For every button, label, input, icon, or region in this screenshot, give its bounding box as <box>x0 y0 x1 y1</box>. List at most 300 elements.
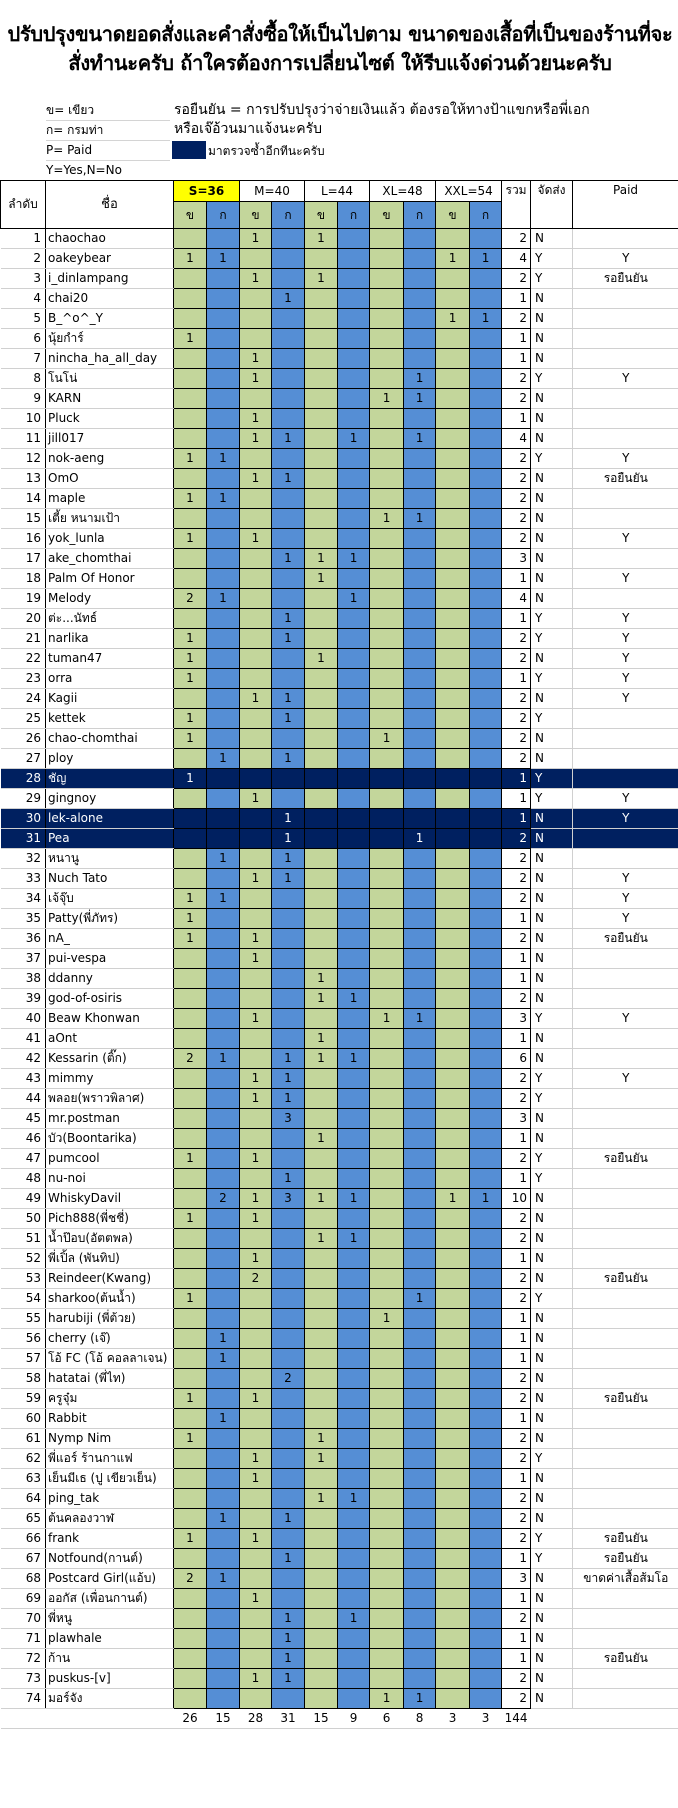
qty-cell <box>436 369 470 389</box>
qty-cell <box>370 369 404 389</box>
qty-cell <box>436 329 470 349</box>
row-total: 1 <box>502 1629 531 1649</box>
qty-cell <box>207 729 240 749</box>
qty-cell <box>404 769 436 789</box>
qty-cell <box>305 929 338 949</box>
table-row <box>1 509 678 529</box>
row-ship: N <box>531 1689 573 1709</box>
row-paid: Y <box>573 449 678 469</box>
qty-cell <box>470 1249 502 1269</box>
qty-cell <box>338 509 370 529</box>
header-total: รวม <box>502 181 531 229</box>
row-total: 1 <box>502 349 531 369</box>
row-name: พี่เปิ้ล (พันทิป) <box>46 1249 174 1269</box>
qty-cell <box>436 689 470 709</box>
row-no: 50 <box>1 1209 46 1229</box>
row-ship: Y <box>531 1009 573 1029</box>
qty-cell <box>305 369 338 389</box>
row-total: 1 <box>502 329 531 349</box>
table-row <box>1 1309 678 1329</box>
row-total: 1 <box>502 789 531 809</box>
row-no: 59 <box>1 1389 46 1409</box>
qty-cell <box>174 1029 207 1049</box>
row-ship: N <box>531 1409 573 1429</box>
row-ship: Y <box>531 1529 573 1549</box>
qty-cell <box>370 569 404 589</box>
qty-cell <box>436 709 470 729</box>
row-ship: N <box>531 1649 573 1669</box>
row-no: 7 <box>1 349 46 369</box>
qty-cell <box>436 1589 470 1609</box>
qty-cell <box>338 1569 370 1589</box>
row-ship: Y <box>531 789 573 809</box>
qty-cell <box>436 1149 470 1169</box>
row-paid <box>573 1289 678 1309</box>
qty-cell: 1 <box>240 1149 272 1169</box>
qty-cell: 1 <box>207 449 240 469</box>
qty-cell <box>240 489 272 509</box>
qty-cell <box>436 769 470 789</box>
qty-cell <box>436 829 470 849</box>
qty-cell <box>272 1469 305 1489</box>
qty-cell <box>404 349 436 369</box>
qty-cell <box>470 1369 502 1389</box>
qty-cell <box>404 1109 436 1129</box>
table-row <box>1 1289 678 1309</box>
qty-cell: 1 <box>240 1249 272 1269</box>
row-total: 1 <box>502 1249 531 1269</box>
qty-cell: 2 <box>207 1189 240 1209</box>
qty-cell <box>174 1229 207 1249</box>
row-ship: N <box>531 829 573 849</box>
qty-cell <box>240 1129 272 1149</box>
qty-cell <box>240 329 272 349</box>
qty-cell <box>240 649 272 669</box>
row-no: 58 <box>1 1369 46 1389</box>
qty-cell <box>404 1429 436 1449</box>
qty-cell: 2 <box>174 589 207 609</box>
qty-cell <box>305 469 338 489</box>
table-row <box>1 1629 678 1649</box>
qty-cell <box>404 1469 436 1489</box>
qty-cell <box>305 749 338 769</box>
qty-cell <box>174 429 207 449</box>
row-total: 1 <box>502 1549 531 1569</box>
qty-cell <box>436 789 470 809</box>
qty-cell <box>207 1089 240 1109</box>
qty-cell <box>404 609 436 629</box>
qty-cell <box>404 789 436 809</box>
qty-cell: 1 <box>305 269 338 289</box>
row-no: 33 <box>1 869 46 889</box>
qty-cell <box>370 609 404 629</box>
qty-cell: 1 <box>404 429 436 449</box>
qty-cell <box>207 1229 240 1249</box>
qty-cell <box>174 1089 207 1109</box>
qty-cell <box>338 1329 370 1349</box>
qty-cell <box>470 489 502 509</box>
qty-cell <box>436 1409 470 1429</box>
qty-cell <box>436 1349 470 1369</box>
row-total: 3 <box>502 1109 531 1129</box>
qty-cell <box>370 1129 404 1149</box>
table-row <box>1 1209 678 1229</box>
qty-cell <box>272 889 305 909</box>
qty-cell <box>470 1029 502 1049</box>
row-ship: Y <box>531 1169 573 1189</box>
qty-cell: 1 <box>370 509 404 529</box>
row-name: ping_tak <box>46 1489 174 1509</box>
qty-cell <box>436 489 470 509</box>
legend-dark-note: มาตรวจซ้ำอีกทีนะครับ <box>208 144 325 158</box>
row-paid: Y <box>573 1069 678 1089</box>
qty-cell <box>240 589 272 609</box>
qty-cell <box>470 529 502 549</box>
qty-cell <box>207 309 240 329</box>
qty-cell <box>305 909 338 929</box>
row-name: nA_ <box>46 929 174 949</box>
row-name: nu-noi <box>46 1169 174 1189</box>
qty-cell <box>370 1549 404 1569</box>
qty-cell: 1 <box>207 1509 240 1529</box>
qty-cell <box>272 489 305 509</box>
row-total: 2 <box>502 1289 531 1309</box>
qty-cell <box>240 729 272 749</box>
header-green: ข <box>240 202 272 229</box>
qty-cell: 1 <box>305 989 338 1009</box>
grand-total: 144 <box>502 1709 531 1729</box>
qty-cell <box>370 1489 404 1509</box>
qty-cell <box>436 1289 470 1309</box>
row-no: 18 <box>1 569 46 589</box>
row-ship: N <box>531 849 573 869</box>
qty-cell <box>470 829 502 849</box>
qty-cell <box>436 1649 470 1669</box>
qty-cell <box>207 809 240 829</box>
qty-cell <box>404 1149 436 1169</box>
qty-cell: 1 <box>207 1049 240 1069</box>
qty-cell <box>174 1329 207 1349</box>
row-no: 22 <box>1 649 46 669</box>
row-ship: N <box>531 1049 573 1069</box>
qty-cell <box>305 1409 338 1429</box>
qty-cell: 1 <box>207 589 240 609</box>
row-total: 4 <box>502 429 531 449</box>
row-paid <box>573 1229 678 1249</box>
qty-cell <box>272 1349 305 1369</box>
qty-cell <box>436 929 470 949</box>
qty-cell <box>207 1029 240 1049</box>
qty-cell <box>404 1349 436 1369</box>
row-paid <box>573 709 678 729</box>
row-total: 2 <box>502 509 531 529</box>
qty-cell <box>470 1129 502 1149</box>
qty-cell <box>436 649 470 669</box>
qty-cell <box>436 669 470 689</box>
qty-cell <box>370 929 404 949</box>
row-no: 61 <box>1 1429 46 1449</box>
qty-cell <box>470 949 502 969</box>
qty-cell <box>404 869 436 889</box>
row-ship: N <box>531 1509 573 1529</box>
qty-cell <box>305 349 338 369</box>
table-row <box>1 1189 678 1209</box>
header-no: ลำดับ <box>1 181 46 229</box>
row-paid <box>573 429 678 449</box>
qty-cell: 1 <box>436 249 470 269</box>
qty-cell: 1 <box>272 689 305 709</box>
qty-cell <box>305 1169 338 1189</box>
qty-cell <box>338 669 370 689</box>
row-paid <box>573 1129 678 1149</box>
qty-cell: 1 <box>174 529 207 549</box>
qty-cell <box>404 269 436 289</box>
qty-cell <box>436 1049 470 1069</box>
qty-cell <box>174 989 207 1009</box>
table-row <box>1 1249 678 1269</box>
qty-cell <box>470 1489 502 1509</box>
row-total: 2 <box>502 1529 531 1549</box>
qty-cell <box>240 749 272 769</box>
row-total: 10 <box>502 1189 531 1209</box>
legend-green: ข= เขียว <box>46 100 170 121</box>
qty-cell <box>338 1089 370 1109</box>
qty-cell: 3 <box>272 1109 305 1129</box>
qty-cell <box>436 849 470 869</box>
qty-cell <box>174 549 207 569</box>
qty-cell: 1 <box>272 709 305 729</box>
qty-cell <box>370 1609 404 1629</box>
row-ship: N <box>531 649 573 669</box>
qty-cell <box>174 789 207 809</box>
qty-cell <box>470 1469 502 1489</box>
qty-cell <box>174 829 207 849</box>
table-row <box>1 409 678 429</box>
qty-cell <box>436 1009 470 1029</box>
qty-cell <box>305 329 338 349</box>
row-name: frank <box>46 1529 174 1549</box>
row-no: 43 <box>1 1069 46 1089</box>
qty-cell <box>207 929 240 949</box>
table-row <box>1 689 678 709</box>
qty-cell <box>174 1069 207 1089</box>
qty-cell <box>174 349 207 369</box>
row-total: 1 <box>502 969 531 989</box>
qty-cell <box>436 629 470 649</box>
row-ship: N <box>531 1429 573 1449</box>
table-row <box>1 889 678 909</box>
qty-cell <box>470 1549 502 1569</box>
row-paid <box>573 1449 678 1469</box>
row-no: 64 <box>1 1489 46 1509</box>
row-name: narlika <box>46 629 174 649</box>
qty-cell <box>272 389 305 409</box>
qty-cell <box>338 1469 370 1489</box>
row-paid: รอยืนยัน <box>573 1269 678 1289</box>
qty-cell <box>470 1529 502 1549</box>
row-ship: Y <box>531 1449 573 1469</box>
row-name: B_^o^_Y <box>46 309 174 329</box>
qty-cell <box>174 1189 207 1209</box>
qty-cell <box>305 1569 338 1589</box>
row-paid <box>573 1089 678 1109</box>
qty-cell <box>470 769 502 789</box>
qty-cell <box>305 309 338 329</box>
qty-cell <box>404 289 436 309</box>
qty-cell: 1 <box>207 249 240 269</box>
qty-cell <box>305 1249 338 1269</box>
qty-cell <box>436 1169 470 1189</box>
qty-cell <box>470 909 502 929</box>
qty-cell <box>272 1489 305 1509</box>
qty-cell <box>305 1609 338 1629</box>
qty-cell: 1 <box>240 929 272 949</box>
qty-cell <box>470 1169 502 1189</box>
qty-cell <box>470 1609 502 1629</box>
qty-cell <box>240 809 272 829</box>
qty-cell: 1 <box>305 1189 338 1209</box>
row-no: 65 <box>1 1509 46 1529</box>
qty-cell <box>240 629 272 649</box>
qty-cell <box>272 1449 305 1469</box>
qty-cell <box>436 969 470 989</box>
qty-cell <box>404 229 436 249</box>
row-total: 2 <box>502 709 531 729</box>
qty-cell <box>272 1429 305 1449</box>
qty-cell <box>338 1369 370 1389</box>
table-row <box>1 709 678 729</box>
table-row <box>1 849 678 869</box>
qty-cell <box>207 429 240 449</box>
row-paid <box>573 1689 678 1709</box>
qty-cell <box>370 1329 404 1349</box>
row-ship: N <box>531 289 573 309</box>
qty-cell <box>272 1129 305 1149</box>
qty-cell <box>404 489 436 509</box>
qty-cell <box>370 1089 404 1109</box>
row-no: 73 <box>1 1669 46 1689</box>
row-ship: N <box>531 749 573 769</box>
qty-cell <box>240 1409 272 1429</box>
qty-cell <box>370 349 404 369</box>
table-row <box>1 1469 678 1489</box>
qty-cell: 1 <box>240 409 272 429</box>
row-no: 32 <box>1 849 46 869</box>
row-ship: N <box>531 1189 573 1209</box>
qty-cell: 1 <box>240 429 272 449</box>
row-paid <box>573 1169 678 1189</box>
qty-cell <box>436 809 470 829</box>
row-paid: รอยืนยัน <box>573 269 678 289</box>
row-no: 63 <box>1 1469 46 1489</box>
qty-cell <box>436 269 470 289</box>
qty-cell <box>470 709 502 729</box>
qty-cell <box>305 389 338 409</box>
qty-cell <box>207 1009 240 1029</box>
qty-cell: 1 <box>174 729 207 749</box>
qty-cell <box>207 409 240 429</box>
qty-cell <box>305 529 338 549</box>
table-row <box>1 1569 678 1589</box>
qty-cell <box>240 909 272 929</box>
qty-cell <box>338 709 370 729</box>
qty-cell <box>404 569 436 589</box>
row-paid <box>573 949 678 969</box>
qty-cell <box>338 389 370 409</box>
qty-cell <box>305 1649 338 1669</box>
qty-cell <box>470 609 502 629</box>
row-no: 3 <box>1 269 46 289</box>
qty-cell <box>370 1389 404 1409</box>
row-no: 46 <box>1 1129 46 1149</box>
qty-cell <box>338 469 370 489</box>
row-paid <box>573 769 678 789</box>
qty-cell: 1 <box>404 1009 436 1029</box>
row-no: 53 <box>1 1269 46 1289</box>
qty-cell <box>338 1289 370 1309</box>
qty-cell <box>174 289 207 309</box>
qty-cell <box>404 1329 436 1349</box>
qty-cell: 1 <box>174 1389 207 1409</box>
header-ship: จัดส่ง <box>531 181 573 229</box>
qty-cell <box>436 589 470 609</box>
qty-cell <box>436 1269 470 1289</box>
table-row <box>1 1489 678 1509</box>
qty-cell: 1 <box>305 1229 338 1249</box>
qty-cell <box>404 1669 436 1689</box>
table-row <box>1 969 678 989</box>
qty-cell <box>338 1169 370 1189</box>
row-total: 1 <box>502 1169 531 1189</box>
sum-cell: 9 <box>338 1709 370 1729</box>
qty-cell: 1 <box>404 829 436 849</box>
qty-cell <box>240 1609 272 1629</box>
row-name: Palm Of Honor <box>46 569 174 589</box>
qty-cell <box>305 709 338 729</box>
qty-cell <box>370 249 404 269</box>
qty-cell <box>370 289 404 309</box>
qty-cell <box>240 849 272 869</box>
qty-cell <box>338 869 370 889</box>
qty-cell <box>404 669 436 689</box>
qty-cell <box>470 1009 502 1029</box>
sum-cell: 3 <box>470 1709 502 1729</box>
row-paid: รอยืนยัน <box>573 1149 678 1169</box>
row-paid: Y <box>573 649 678 669</box>
table-row <box>1 589 678 609</box>
row-no: 11 <box>1 429 46 449</box>
qty-cell <box>436 989 470 1009</box>
qty-cell <box>272 649 305 669</box>
qty-cell <box>470 1049 502 1069</box>
row-ship: N <box>531 909 573 929</box>
row-no: 15 <box>1 509 46 529</box>
qty-cell <box>207 269 240 289</box>
row-paid: Y <box>573 669 678 689</box>
qty-cell: 1 <box>305 1049 338 1069</box>
qty-cell <box>305 1589 338 1609</box>
table-row <box>1 429 678 449</box>
qty-cell <box>207 1309 240 1329</box>
qty-cell <box>207 829 240 849</box>
row-paid: Y <box>573 869 678 889</box>
qty-cell: 2 <box>240 1269 272 1289</box>
qty-cell: 1 <box>272 849 305 869</box>
qty-cell <box>404 1509 436 1529</box>
row-no: 16 <box>1 529 46 549</box>
row-name: i_dinlampang <box>46 269 174 289</box>
table-row <box>1 729 678 749</box>
